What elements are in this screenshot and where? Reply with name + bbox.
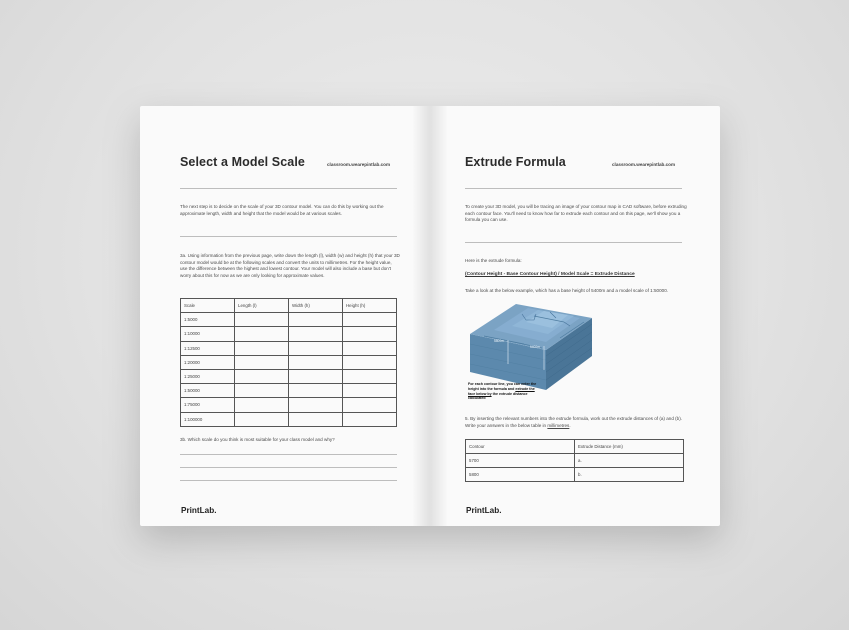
- contour-cell: 5800: [466, 468, 575, 482]
- column-header: Height (h): [343, 299, 397, 313]
- task-5-unit: millimetres: [547, 422, 570, 428]
- model-caption: [468, 382, 542, 401]
- column-header: Width (h): [289, 299, 343, 313]
- length-cell[interactable]: [235, 384, 289, 398]
- answer-cell[interactable]: b.: [575, 468, 684, 482]
- scale-cell: 1:50000: [181, 384, 235, 398]
- width-cell[interactable]: [289, 313, 343, 327]
- width-cell[interactable]: [289, 369, 343, 383]
- left-page: [140, 106, 430, 526]
- scale-cell: 1:75000: [181, 398, 235, 412]
- width-cell[interactable]: [289, 327, 343, 341]
- table-row: [466, 454, 684, 468]
- height-cell[interactable]: [343, 327, 397, 341]
- table-row: [181, 412, 397, 426]
- divider: [180, 236, 397, 237]
- table-row: [181, 355, 397, 369]
- scale-cell: 1:25000: [181, 369, 235, 383]
- answer-line[interactable]: [180, 467, 397, 468]
- intro-text: To create your 3D model, you will be tracing an image of your contour map in CAD software, before extruding each contour face. You'll need to know how far to extrude each contour and on this page, we'll show you a formula you can use.: [465, 204, 687, 223]
- column-header: Contour: [466, 440, 575, 454]
- height-cell[interactable]: [343, 341, 397, 355]
- right-page: [430, 106, 720, 526]
- height-cell[interactable]: [343, 313, 397, 327]
- length-cell[interactable]: [235, 313, 289, 327]
- open-booklet: [140, 106, 720, 526]
- length-cell[interactable]: [235, 398, 289, 412]
- formula-intro: Here is the extrude formula:: [465, 258, 522, 263]
- divider: [465, 242, 682, 243]
- length-cell[interactable]: [235, 355, 289, 369]
- page-title: Extrude Formula: [465, 155, 566, 169]
- column-header: Length (l): [235, 299, 289, 313]
- divider: [180, 188, 397, 189]
- table-row: [181, 341, 397, 355]
- table-header-row: [181, 299, 397, 313]
- caption-link: extrude the face below by: [468, 386, 535, 396]
- height-cell[interactable]: [343, 398, 397, 412]
- task-5-text: [465, 416, 687, 429]
- contour-cell: 5700: [466, 454, 575, 468]
- intro-text: The next step is to decide on the scale of your 3D contour model. You can do this by working out the approximate length, width and height that the model would be at various scales.: [180, 204, 384, 216]
- divider: [465, 188, 682, 189]
- scale-cell: 1:5000: [181, 313, 235, 327]
- length-cell[interactable]: [235, 341, 289, 355]
- table-header-row: [466, 440, 684, 454]
- length-cell[interactable]: [235, 369, 289, 383]
- caption-text: the extrude distance calculated: [468, 391, 528, 401]
- width-cell[interactable]: [289, 398, 343, 412]
- printlab-logo: PrintLab.: [181, 506, 217, 515]
- site-url: classroom.wearepintlab.com: [612, 162, 676, 167]
- table-row: [181, 398, 397, 412]
- table-row: [181, 327, 397, 341]
- printlab-logo: PrintLab.: [466, 506, 502, 515]
- scale-cell: 1:20000: [181, 355, 235, 369]
- scale-table: [180, 298, 397, 427]
- answer-line[interactable]: [180, 480, 397, 481]
- answer-cell[interactable]: a.: [575, 454, 684, 468]
- task-3b-text: 3b. Which scale do you think is most suitable for your class model and why?: [180, 437, 335, 442]
- table-row: [181, 369, 397, 383]
- answer-line[interactable]: [180, 454, 397, 455]
- caption-text: For each contour line, you can enter the height into the formula and: [468, 382, 537, 391]
- scale-cell: 1:12500: [181, 341, 235, 355]
- height-label: 5400m: [530, 345, 540, 349]
- site-url: classroom.wearepintlab.com: [327, 162, 391, 167]
- contour-model-image: [464, 300, 604, 390]
- height-label: 5800m: [494, 339, 504, 343]
- example-text: Take a look at the below example, which has a base height of 5400m and a model scale of 1:50000.: [465, 288, 669, 293]
- width-cell[interactable]: [289, 341, 343, 355]
- length-cell[interactable]: [235, 327, 289, 341]
- height-cell[interactable]: [343, 355, 397, 369]
- table-row: [466, 468, 684, 482]
- width-cell[interactable]: [289, 355, 343, 369]
- extrude-formula: (Contour Height - Base Contour Height) / Model Scale = Extrude Distance: [465, 272, 635, 277]
- task-5-end: .: [569, 422, 571, 428]
- column-header: Extrude Distance (mm): [575, 440, 684, 454]
- height-cell[interactable]: [343, 412, 397, 426]
- height-cell[interactable]: [343, 384, 397, 398]
- length-cell[interactable]: [235, 412, 289, 426]
- task-3a-text: 3a. Using information from the previous page, write down the length (l), width (w) and height (h) that your 3D contour model would be at the following scales and convert the units to millimetres. For the height value, use the difference between the highest and lowest contour. Your model will also include a base but don't worry about this for now as we are only looking for approximate values.: [180, 253, 400, 278]
- scale-cell: 1:100000: [181, 412, 235, 426]
- height-cell[interactable]: [343, 369, 397, 383]
- width-cell[interactable]: [289, 412, 343, 426]
- scale-cell: 1:10000: [181, 327, 235, 341]
- table-row: [181, 313, 397, 327]
- width-cell[interactable]: [289, 384, 343, 398]
- page-title: Select a Model Scale: [180, 155, 305, 169]
- table-row: [181, 384, 397, 398]
- column-header: Scale: [181, 299, 235, 313]
- task-5-text-main: 5. By inserting the relevant numbers into the extrude formula, work out the extrude distances of (a) and (b). Write your answers in the below table in: [465, 416, 683, 428]
- extrude-table: [465, 439, 684, 482]
